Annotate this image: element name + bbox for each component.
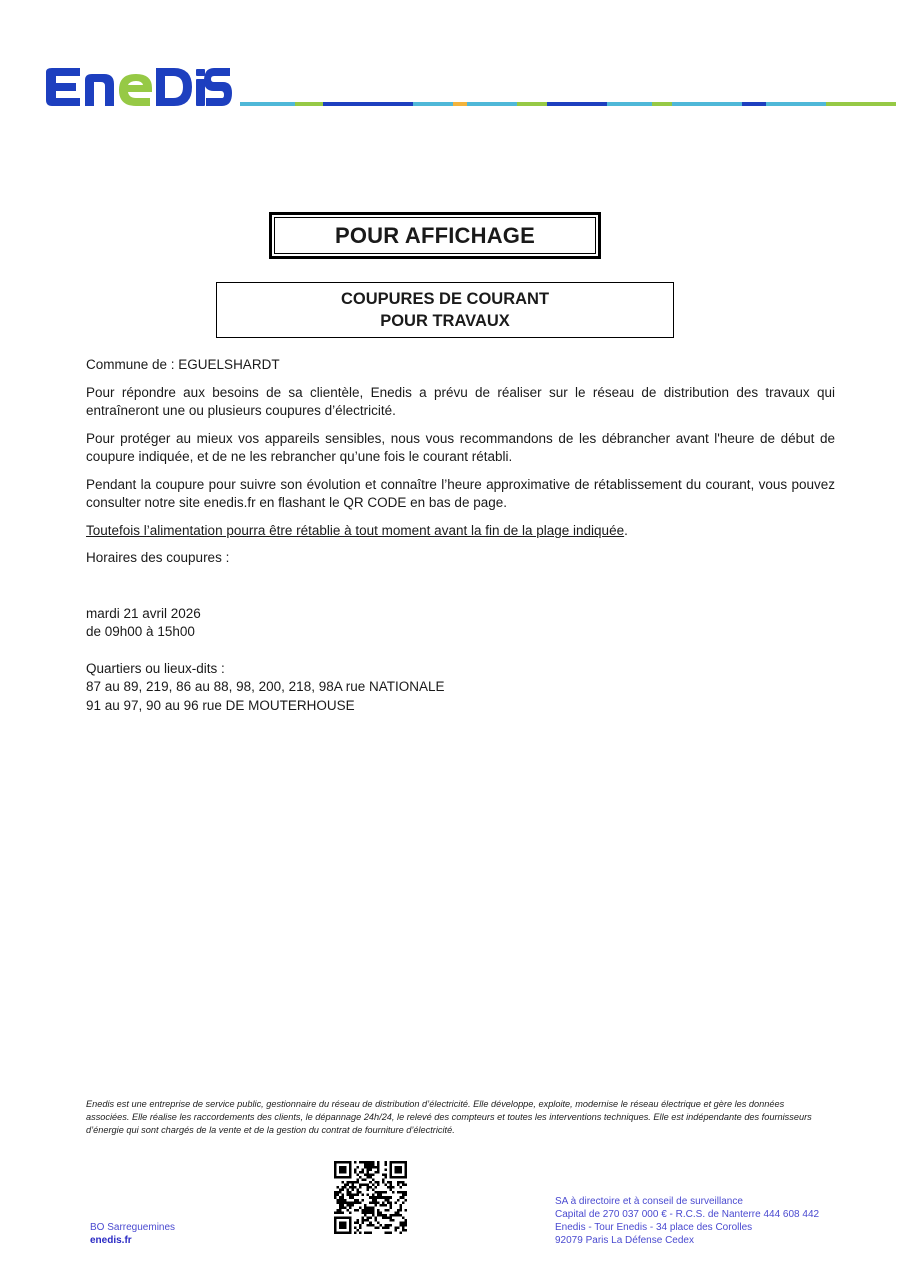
commune-line: Commune de : EGUELSHARDT xyxy=(86,357,280,372)
cut-date: mardi 21 avril 2026 xyxy=(86,605,201,621)
footer-office-block xyxy=(90,1221,175,1247)
paragraph-follow: Pendant la coupure pour suivre son évolution et connaître l’heure approximative de rétablissement du courant, vous pouvez consulter notre site enedis.fr en flashant le QR CODE en bas de page. xyxy=(86,476,835,510)
company-line: SA à directoire et à conseil de surveillance xyxy=(555,1196,743,1207)
schedule-heading: Horaires des coupures : xyxy=(86,550,230,565)
footer-company-block xyxy=(555,1195,819,1247)
company-line: Capital de 270 037 000 € - R.C.S. de Nanterre 444 608 442 xyxy=(555,1209,820,1220)
notice-subtitle-line1: COUPURES DE COURANT xyxy=(340,290,550,308)
notice-title: POUR AFFICHAGE xyxy=(274,217,596,254)
website-link[interactable]: enedis.fr xyxy=(90,1235,132,1246)
area-item: 91 au 97, 90 au 96 rue DE MOUTERHOUSE xyxy=(86,697,355,713)
qr-code[interactable] xyxy=(334,1161,407,1234)
enedis-logo xyxy=(44,66,234,108)
footer-legal-text: Enedis est une entreprise de service public, gestionnaire du réseau de distribution d’électricité. Elle développe, exploite, modernise le réseau électrique et gère les données associées. Elle réalise les raccordements des clients, le dépannage 24h/24, le relevé des compteurs et toutes les interventions techniques. Elle est indépendante des fournisseurs d’énergie qui sont chargés de la vente et de la gestion du contrat de fourniture d’électricité. xyxy=(86,1099,812,1135)
company-line: 92079 Paris La Défense Cedex xyxy=(555,1235,694,1246)
company-line: Enedis - Tour Enedis - 34 place des Corolles xyxy=(555,1222,753,1233)
notice-subtitle-line2: POUR TRAVAUX xyxy=(380,312,510,330)
warning-underlined: Toutefois l’alimentation pourra être rétablie à tout moment avant la fin de la plage indiquée xyxy=(86,522,625,538)
areas-heading: Quartiers ou lieux-dits : xyxy=(86,660,225,676)
notice-subtitle-box xyxy=(216,282,674,338)
notice-title-frame xyxy=(269,212,601,259)
office-name: BO Sarreguemines xyxy=(90,1222,176,1233)
area-item: 87 au 89, 219, 86 au 88, 98, 200, 218, 98A rue NATIONALE xyxy=(86,679,445,694)
cut-time-range: de 09h00 à 15h00 xyxy=(86,624,195,639)
notice-body xyxy=(86,356,835,715)
paragraph-intro: Pour répondre aux besoins de sa clientèle, Enedis a prévu de réaliser sur le réseau de distribution des travaux qui entraîneront une ou plusieurs coupures d’électricité. xyxy=(86,384,835,418)
warning-end: . xyxy=(624,522,628,538)
paragraph-protect: Pour protéger au mieux vos appareils sensibles, nous vous recommandons de les débrancher avant l'heure de début de coupure indiquée, et de ne les rebrancher qu’une fois le courant rétabli. xyxy=(86,430,835,464)
paragraph-warning xyxy=(86,522,835,541)
header-color-stripe xyxy=(240,102,896,106)
